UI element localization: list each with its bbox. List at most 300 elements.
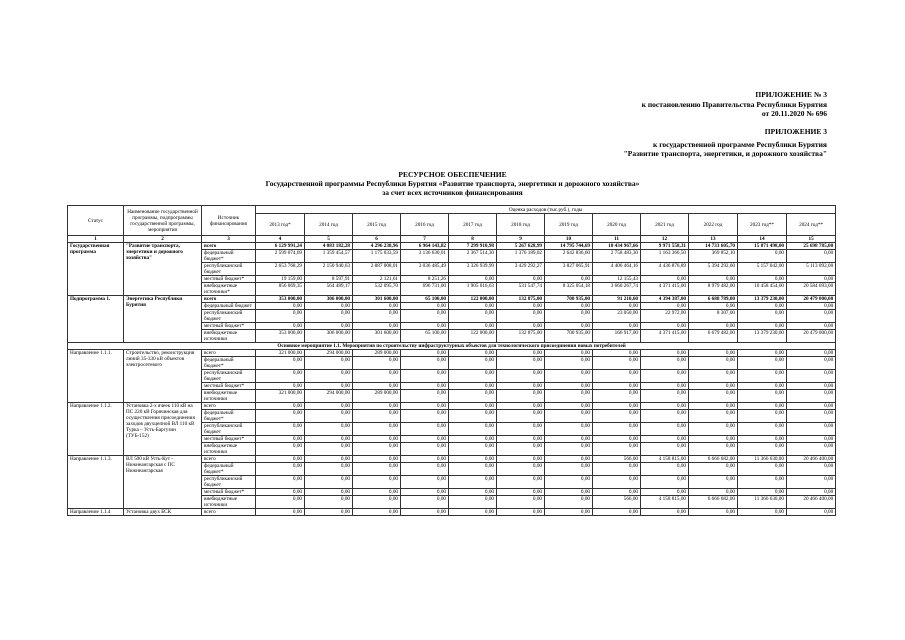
row-value: 0,00 — [593, 410, 641, 423]
column-index: 15 — [787, 236, 836, 243]
row-value: 0,00 — [353, 463, 401, 476]
row-value: 0,00 — [593, 423, 641, 436]
column-index: 13 — [689, 236, 738, 243]
row-value: 306 000,00 — [305, 330, 353, 343]
row-value: 0,00 — [497, 390, 545, 403]
row-name: Установка 2-х ячеек 110 кВ на ПС 220 кВ Горячинская для осуществления присоединения заходов двухцепной ВЛ 110 кВ Турка – Усть-Баргузин (ТУБ-152) — [124, 403, 202, 456]
document-titles — [0, 170, 905, 197]
row-value: 3 136 630,01 — [401, 250, 449, 263]
row-value: 321 000,00 — [256, 390, 305, 403]
row-value: 0,00 — [545, 489, 593, 496]
header-row — [68, 206, 836, 214]
row-value: 1 359 454,57 — [305, 250, 353, 263]
row-value: 0,00 — [787, 390, 836, 403]
row-value: 0,00 — [353, 357, 401, 370]
row-value: 4 158 815,00 — [641, 496, 689, 509]
row-value: 0,00 — [256, 489, 305, 496]
appendix-line: к государственной программе Республики Бурятия — [653, 140, 827, 149]
row-source: внебюджетные источники* — [202, 283, 256, 296]
row-value: 5 113 092,00 — [787, 263, 836, 276]
row-value: 1 175 033,59 — [353, 250, 401, 263]
row-value: 0,00 — [449, 476, 497, 489]
row-value: 8 251,26 — [401, 276, 449, 283]
row-value: 0,00 — [256, 410, 305, 423]
section-row — [68, 343, 836, 350]
row-value: 6 688 789,00 — [689, 296, 738, 303]
row-value: 2 642 836,60 — [545, 250, 593, 263]
row-value: 166 917,00 — [593, 330, 641, 343]
row-value: 0,00 — [305, 443, 353, 456]
row-value: 0,00 — [787, 310, 836, 323]
row-value: 0,00 — [787, 303, 836, 310]
row-value: 294 000,00 — [305, 390, 353, 403]
row-source: федеральный бюджет* — [202, 463, 256, 476]
row-value: 0,00 — [401, 410, 449, 423]
row-value: 0,00 — [256, 456, 305, 463]
row-value: 5 157 042,00 — [738, 263, 787, 276]
row-status: Направление 1.1.1. — [68, 350, 124, 403]
row-value: 0,00 — [256, 496, 305, 509]
row-source: федеральный бюджет* — [202, 410, 256, 423]
row-value: 0,00 — [593, 390, 641, 403]
row-value: 0,00 — [689, 443, 738, 456]
row-value: 0,00 — [401, 456, 449, 463]
row-source: республиканский бюджет — [202, 370, 256, 383]
row-value: 0,00 — [738, 323, 787, 330]
row-value: 0,00 — [738, 390, 787, 403]
row-value: 0,00 — [545, 476, 593, 489]
appendix-program — [624, 127, 827, 158]
row-value: 369 852,10 — [689, 250, 738, 263]
row-value: 11 366 630,00 — [738, 456, 787, 463]
row-value: 0,00 — [305, 456, 353, 463]
row-source: республиканский бюджет — [202, 423, 256, 436]
header-name: Наименование государственной программы, подпрограммы государственной программы, мероприятия — [124, 206, 202, 236]
row-value: 0,00 — [449, 489, 497, 496]
row-value: 0,00 — [545, 456, 593, 463]
row-value: 0,00 — [689, 476, 738, 489]
row-value: 0,00 — [545, 276, 593, 283]
row-value: 0,00 — [353, 310, 401, 323]
row-value: 0,00 — [256, 370, 305, 383]
row-value: 0,00 — [593, 357, 641, 370]
row-source: республиканский бюджет — [202, 263, 256, 276]
row-value: 0,00 — [449, 390, 497, 403]
table-row — [68, 350, 836, 357]
row-source: местный бюджет* — [202, 436, 256, 443]
header-source: Источник финансирования — [202, 206, 256, 236]
row-value: 0,00 — [353, 323, 401, 330]
row-value: 0,00 — [449, 509, 497, 516]
row-value: 9 971 558,31 — [641, 243, 689, 250]
row-value: 0,00 — [738, 250, 787, 263]
year-header: 2015 год — [353, 214, 401, 236]
row-source: местный бюджет* — [202, 489, 256, 496]
section-title: Основное мероприятие 1.1. Мероприятия по строительству инфраструктурных объектов для технологического присоединения новых потребителей — [68, 343, 836, 350]
row-value: 0,00 — [401, 383, 449, 390]
column-index: 3 — [202, 236, 256, 243]
row-value: 0,00 — [641, 463, 689, 476]
row-value: 122 000,00 — [449, 296, 497, 303]
row-value: 0,00 — [738, 443, 787, 456]
row-source: внебюджетные источники — [202, 443, 256, 456]
row-value: 7 299 910,98 — [449, 243, 497, 250]
row-value: 0,00 — [256, 509, 305, 516]
header-estimate: Оценка расходов (тыс.руб.), годы — [256, 206, 836, 214]
row-value: 6 666 682,00 — [689, 456, 738, 463]
row-value: 0,00 — [641, 350, 689, 357]
row-value: 0,00 — [256, 423, 305, 436]
row-value: 0,00 — [641, 390, 689, 403]
column-index-row — [68, 236, 836, 243]
row-value: 0,00 — [497, 410, 545, 423]
row-value: 0,00 — [545, 390, 593, 403]
row-value: 0,00 — [401, 423, 449, 436]
row-source: республиканский бюджет — [202, 476, 256, 489]
row-value: 0,00 — [353, 410, 401, 423]
row-value: 353 000,00 — [256, 296, 305, 303]
row-value: 0,00 — [738, 403, 787, 410]
row-value: 0,00 — [497, 443, 545, 456]
row-value: 0,00 — [787, 276, 836, 283]
row-value: 8 325 054,18 — [545, 283, 593, 296]
row-value: 0,00 — [545, 443, 593, 456]
column-index: 4 — [256, 236, 305, 243]
row-value: 0,00 — [305, 476, 353, 489]
row-value: 301 600,00 — [353, 330, 401, 343]
row-value: 0,00 — [738, 509, 787, 516]
row-value: 289 000,00 — [353, 390, 401, 403]
row-value: 0,00 — [689, 423, 738, 436]
row-value: 22 972,00 — [641, 310, 689, 323]
row-name: Энергетика Республики Бурятия — [124, 296, 202, 343]
row-value: 4 296 238,96 — [353, 243, 401, 250]
row-value: 0,00 — [787, 403, 836, 410]
row-value: 0,00 — [545, 383, 593, 390]
row-value: 2 887 008,01 — [353, 263, 401, 276]
row-value: 0,00 — [305, 463, 353, 476]
row-value: 294 000,00 — [305, 350, 353, 357]
row-value: 856 069,35 — [256, 283, 305, 296]
row-value: 0,00 — [497, 323, 545, 330]
row-value: 0,00 — [641, 383, 689, 390]
row-source: внебюджетные источники — [202, 496, 256, 509]
row-value: 0,00 — [401, 350, 449, 357]
year-header: 2023 год** — [738, 214, 787, 236]
row-value: 0,00 — [787, 410, 836, 423]
row-value: 19 159,00 — [256, 276, 305, 283]
row-value: 20 466 400,00 — [787, 456, 836, 463]
row-value: 0,00 — [401, 436, 449, 443]
row-value: 0,00 — [689, 410, 738, 423]
row-value: 0,00 — [545, 323, 593, 330]
row-value: 0,00 — [353, 489, 401, 496]
row-value: 0,00 — [787, 463, 836, 476]
row-source: всего — [202, 296, 256, 303]
row-value: 0,00 — [738, 436, 787, 443]
year-header: 2022 год — [689, 214, 738, 236]
row-value: 3 429 292,27 — [497, 263, 545, 276]
column-index: 12 — [641, 236, 689, 243]
row-value: 0,00 — [353, 496, 401, 509]
row-value: 0,00 — [449, 410, 497, 423]
row-value: 25 698 785,00 — [787, 243, 836, 250]
appendix-title: ПРИЛОЖЕНИЕ 3 — [764, 127, 827, 136]
column-index: 8 — [449, 236, 497, 243]
row-value: 0,00 — [353, 436, 401, 443]
row-value: 566,00 — [593, 496, 641, 509]
row-value: 6 679 482,00 — [689, 330, 738, 343]
year-header: 2016 год — [401, 214, 449, 236]
row-source: республиканский бюджет — [202, 310, 256, 323]
year-header: 2018 год — [497, 214, 545, 236]
row-value: 0,00 — [256, 383, 305, 390]
row-value: 5 394 292,60 — [689, 263, 738, 276]
row-value: 0,00 — [787, 476, 836, 489]
row-value: 0,00 — [305, 383, 353, 390]
row-value: 0,00 — [353, 370, 401, 383]
row-value: 0,00 — [593, 383, 641, 390]
row-status: Направление 1.1.2. — [68, 403, 124, 456]
year-header: 2014 год — [305, 214, 353, 236]
row-value: 0,00 — [401, 476, 449, 489]
row-value: 0,00 — [689, 489, 738, 496]
column-index: 9 — [497, 236, 545, 243]
row-value: 0,00 — [401, 489, 449, 496]
row-value: 0,00 — [689, 303, 738, 310]
column-index: 7 — [401, 236, 449, 243]
row-value: 2 758 483,30 — [593, 250, 641, 263]
row-value: 0,00 — [641, 303, 689, 310]
row-value: 0,00 — [689, 370, 738, 383]
row-value: 2 599 074,69 — [256, 250, 305, 263]
row-value: 65 100,00 — [401, 330, 449, 343]
row-value: 0,00 — [497, 463, 545, 476]
row-value: 0,00 — [689, 403, 738, 410]
row-value: 0,00 — [449, 370, 497, 383]
row-value: 0,00 — [497, 489, 545, 496]
column-index: 6 — [353, 236, 401, 243]
row-value: 0,00 — [545, 370, 593, 383]
row-value: 6 129 991,24 — [256, 243, 305, 250]
row-value: 0,00 — [256, 303, 305, 310]
row-value: 0,00 — [641, 443, 689, 456]
row-value: 0,00 — [305, 310, 353, 323]
year-header: 2024 год** — [787, 214, 836, 236]
row-value: 132 875,00 — [497, 296, 545, 303]
row-source: всего — [202, 243, 256, 250]
row-value: 12 155,43 — [593, 276, 641, 283]
row-value: 0,00 — [449, 303, 497, 310]
year-header: 2021 год — [641, 214, 689, 236]
row-value: 0,00 — [305, 323, 353, 330]
row-value: 0,00 — [787, 436, 836, 443]
row-value: 65 100,00 — [401, 296, 449, 303]
row-value: 0,00 — [545, 436, 593, 443]
appendix-line: от 20.11.2020 № 696 — [761, 109, 827, 118]
row-source: всего — [202, 350, 256, 357]
row-value: 0,00 — [256, 357, 305, 370]
row-status: Направление 1.1.4 — [68, 509, 124, 516]
row-value: 0,00 — [689, 276, 738, 283]
row-value: 0,00 — [401, 509, 449, 516]
year-header: 2013 год* — [256, 214, 305, 236]
row-value: 0,00 — [497, 276, 545, 283]
row-value: 20 479 000,00 — [787, 296, 836, 303]
row-value: 8 597,91 — [305, 276, 353, 283]
row-value: 0,00 — [353, 403, 401, 410]
row-value: 700 935,00 — [545, 330, 593, 343]
row-value: 0,00 — [305, 496, 353, 509]
row-value: 14 795 744,69 — [545, 243, 593, 250]
row-value: 0,00 — [545, 310, 593, 323]
row-value: 8 979 482,00 — [689, 283, 738, 296]
row-value: 0,00 — [545, 509, 593, 516]
row-value: 0,00 — [305, 370, 353, 383]
row-value: 0,00 — [641, 276, 689, 283]
row-value: 531 547,74 — [497, 283, 545, 296]
row-value: 0,00 — [545, 350, 593, 357]
row-value: 20 466 400,00 — [787, 496, 836, 509]
row-source: федеральный бюджет* — [202, 250, 256, 263]
row-value: 566,00 — [593, 456, 641, 463]
row-value: 15 871 498,00 — [738, 243, 787, 250]
row-value: 0,00 — [593, 370, 641, 383]
row-value: 6 964 143,82 — [401, 243, 449, 250]
row-value: 0,00 — [738, 489, 787, 496]
row-value: 0,00 — [787, 357, 836, 370]
row-value: 13 379 230,00 — [738, 330, 787, 343]
row-value: 0,00 — [497, 370, 545, 383]
row-value: 0,00 — [738, 383, 787, 390]
row-value: 4 436 876,89 — [641, 263, 689, 276]
column-index: 10 — [545, 236, 593, 243]
row-value: 0,00 — [497, 403, 545, 410]
row-value: 0,00 — [689, 350, 738, 357]
row-value: 6 666 682,00 — [689, 496, 738, 509]
row-value: 0,00 — [449, 496, 497, 509]
row-value: 2 653 768,29 — [256, 263, 305, 276]
row-source: внебюджетные источники — [202, 330, 256, 343]
row-value: 0,00 — [497, 436, 545, 443]
row-value: 0,00 — [593, 323, 641, 330]
row-status: Государственная программа — [68, 243, 124, 296]
row-value: 0,00 — [401, 310, 449, 323]
row-value: 0,00 — [787, 509, 836, 516]
row-value: 0,00 — [593, 489, 641, 496]
row-value: 20 479 000,00 — [787, 330, 836, 343]
row-value: 0,00 — [593, 463, 641, 476]
row-value: 0,00 — [353, 456, 401, 463]
row-value: 564 489,17 — [305, 283, 353, 296]
row-value: 13 379 230,00 — [738, 296, 787, 303]
row-value: 0,00 — [256, 323, 305, 330]
row-value: 0,00 — [353, 303, 401, 310]
row-value: 23 050,00 — [593, 310, 641, 323]
row-value: 0,00 — [353, 423, 401, 436]
row-name: "Развитие транспорта, энергетики и дорожного хозяйства" — [124, 243, 202, 296]
row-value: 0,00 — [787, 370, 836, 383]
row-value: 532 095,70 — [353, 283, 401, 296]
row-value: 0,00 — [449, 463, 497, 476]
row-value: 8 307,00 — [689, 310, 738, 323]
row-value: 1 376 189,02 — [497, 250, 545, 263]
row-value: 11 366 630,00 — [738, 496, 787, 509]
row-value: 0,00 — [738, 410, 787, 423]
row-value: 700 935,00 — [545, 296, 593, 303]
row-value: 0,00 — [689, 383, 738, 390]
row-value: 0,00 — [256, 403, 305, 410]
row-value: 0,00 — [545, 357, 593, 370]
row-status: Направление 1.1.3. — [68, 456, 124, 509]
row-value: 0,00 — [787, 250, 836, 263]
row-value: 353 000,00 — [256, 330, 305, 343]
row-value: 0,00 — [641, 323, 689, 330]
resource-table — [67, 205, 836, 516]
row-value: 0,00 — [641, 370, 689, 383]
row-value: 0,00 — [449, 323, 497, 330]
row-value: 0,00 — [305, 303, 353, 310]
row-name: Установка двух БСК — [124, 509, 202, 516]
row-status: Подпрограмма 1. — [68, 296, 124, 343]
row-value: 3 036 485,49 — [401, 263, 449, 276]
row-value: 2 121,61 — [353, 276, 401, 283]
row-value: 0,00 — [449, 350, 497, 357]
row-source: внебюджетные источники — [202, 390, 256, 403]
row-value: 0,00 — [689, 357, 738, 370]
row-value: 0,00 — [401, 443, 449, 456]
row-value: 4 406 464,16 — [593, 263, 641, 276]
row-source: местный бюджет* — [202, 276, 256, 283]
row-value: 0,00 — [641, 476, 689, 489]
header-status: Статус — [68, 206, 124, 236]
row-value: 0,00 — [787, 350, 836, 357]
row-source: всего — [202, 509, 256, 516]
row-source: местный бюджет* — [202, 383, 256, 390]
row-value: 0,00 — [256, 476, 305, 489]
document-title: РЕСУРСНОЕ ОБЕСПЕЧЕНИЕ — [398, 170, 507, 179]
row-value: 0,00 — [545, 403, 593, 410]
row-value: 0,00 — [305, 423, 353, 436]
row-value: 0,00 — [787, 423, 836, 436]
row-value: 0,00 — [497, 383, 545, 390]
row-value: 0,00 — [353, 383, 401, 390]
row-value: 0,00 — [593, 436, 641, 443]
row-value: 4 371 415,00 — [641, 330, 689, 343]
row-value: 0,00 — [689, 323, 738, 330]
row-value: 0,00 — [738, 350, 787, 357]
row-value: 0,00 — [401, 357, 449, 370]
document-subtitle-2: за счет всех источников финансирования — [382, 188, 523, 197]
row-value: 0,00 — [256, 463, 305, 476]
year-header: 2017 год — [449, 214, 497, 236]
row-value: 3 660 267,74 — [593, 283, 641, 296]
row-value: 0,00 — [641, 410, 689, 423]
row-value: 4 371 415,00 — [641, 283, 689, 296]
row-value: 2 367 514,30 — [449, 250, 497, 263]
row-value: 0,00 — [401, 496, 449, 509]
appendix-line: к постановлению Правительства Республики Бурятия — [641, 100, 827, 109]
row-value: 0,00 — [497, 350, 545, 357]
row-value: 0,00 — [305, 403, 353, 410]
row-value: 0,00 — [738, 303, 787, 310]
row-value: 0,00 — [593, 476, 641, 489]
row-value: 0,00 — [401, 303, 449, 310]
row-value: 0,00 — [305, 489, 353, 496]
row-value: 0,00 — [497, 496, 545, 509]
row-value: 0,00 — [497, 310, 545, 323]
row-source: федеральный бюджет* — [202, 357, 256, 370]
